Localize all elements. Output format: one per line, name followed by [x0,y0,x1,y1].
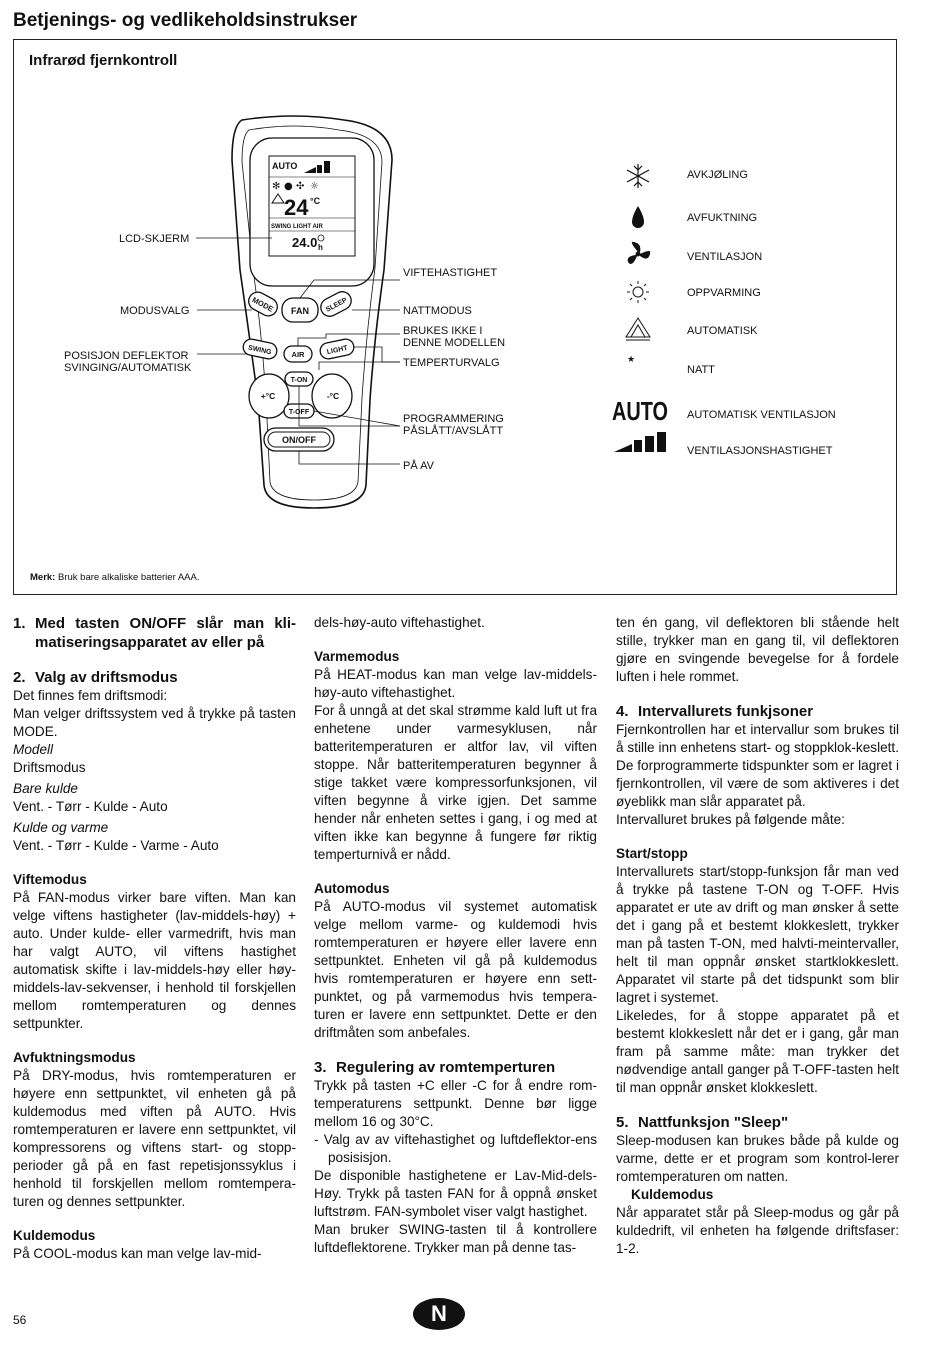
auto-triangle-icon [626,318,650,340]
italic-label: Bare kulde [13,781,78,796]
svg-text:FAN: FAN [291,306,309,316]
paragraph: Vent. - Tørr - Kulde - Auto [13,799,168,814]
callout-onoff: PÅ AV [403,460,434,472]
section-5-heading: 5. Nattfunksjon "Sleep" [616,1114,789,1131]
language-badge: N [413,1298,465,1330]
svg-text:●: ● [284,181,293,192]
callout-not-used-2: DENNE MODELLEN [403,337,506,349]
subheading: Viftemodus [13,872,87,887]
page-number: 56 [13,1313,27,1327]
paragraph: Det finnes fem driftsmodi: [13,688,168,703]
svg-text:+°C: +°C [260,391,276,401]
auto-text-icon: AUTO [612,396,668,426]
air-button[interactable] [284,346,312,362]
svg-text:AIR: AIR [291,350,305,359]
lcd-row: SWING LIGHT AIR [271,224,323,230]
svg-text:MODE: MODE [250,295,275,314]
page-title: Betjenings- og vedlikeholdsinstrukser [13,10,358,31]
lcd-auto: AUTO [272,161,298,171]
legend-label-night: NATT [687,364,715,376]
italic-label: Kulde og varme [13,820,109,835]
subheading: Varmemodus [314,649,400,664]
italic-label: Modell [13,742,54,757]
callout-lcd: LCD-SKJERM [119,233,190,245]
callout-temp: TEMPERTURVALG [403,357,500,369]
subheading: Start/stopp [616,846,688,861]
svg-text:T-ON: T-ON [290,377,308,384]
callout-deflector-1: POSISJON DEFLEKTOR [64,350,189,362]
lcd-timer: 24.0 [292,235,318,250]
section-1-heading: 1. Med tasten ON/OFF slår man kli-matiseringsapparatet av eller på [13,615,296,651]
paragraph: Trykk på tasten +C eller -C for å endre rom-temperaturens settpunkt. Denne bør ligge mellom 16 og 30°C. [314,1078,597,1129]
text-column-2 [314,614,597,1257]
subheading: Avfuktningsmodus [13,1050,136,1065]
droplet-icon [632,206,644,228]
paragraph: Intervalluret brukes på følgende måte: [616,812,845,827]
on-off-button[interactable] [264,428,334,451]
paragraph: Vent. - Tørr - Kulde - Varme - Auto [13,838,219,853]
temp-plus-button[interactable] [249,374,289,418]
section-2-heading: 2. Valg av driftsmodus [13,669,178,686]
callout-prog-1: PROGRAMMERING [403,413,504,425]
subheading: Kuldemodus [631,1187,714,1202]
svg-text:☼: ☼ [310,181,319,192]
figure-title: Infrarød fjernkontroll [29,52,178,69]
legend-label-cooling: AVKJØLING [687,169,748,181]
paragraph: På AUTO-modus vil systemet automatisk velge mellom varme- og kuldemodi hvis romtemperaturen er høyere eller lavere enn settpunktet. Enheten vil gå på kuldemodus hvis romtemperaturen er høyere enn sett-punktet, og på varmemodus hvis tempera-turen er lavere enn settpunktet. Dette er den driftmåten som anbefales. [314,899,597,1040]
svg-text:✣: ✣ [296,181,305,192]
text-column-3 [616,614,899,1258]
paragraph: Man bruker SWING-tasten til å kontrollere luftdeflektorene. Trykker man på denne tas- [314,1222,597,1255]
subheading: Kuldemodus [13,1228,96,1243]
remote-control-figure [13,39,897,595]
lcd-h: h [318,243,323,252]
fan-speed-bars-icon [614,432,666,452]
paragraph: På HEAT-modus kan man velge lav-middels-høy-auto viftehastighet. [314,667,597,700]
paragraph: På DRY-modus, hvis romtemperaturen er høyere enn settpunktet, vil enheten gå på kuldemodus med viften på AUTO. Hvis romtemperaturen er lavere enn settpunktet, vil kompressorens og viftens start- og stopp-perioder gå på en fast repetisjonssyklus i henhold til forskjellen mellom romtempera-turen og dennes settpunkter. [13,1068,296,1209]
svg-text:LIGHT: LIGHT [326,344,349,357]
legend-label-dehumid: AVFUKTNING [687,212,758,224]
legend-label-vent-speed: VENTILASJONSHASTIGHET [687,445,833,457]
callout-fan-speed: VIFTEHASTIGHET [403,267,498,279]
fan-button[interactable] [282,298,318,322]
svg-text:T-OFF: T-OFF [288,409,310,416]
text-column-1 [13,614,296,1263]
legend-label-auto-vent: AUTOMATISK VENTILASJON [687,409,836,421]
paragraph: ten én gang, vil deflektoren bli stående helt stille, trykker man en gang til, vil deflektoren gjøre en svingende bevegelse for å fordele luften i hele rommet. [616,615,899,684]
callout-deflector-2: SVINGING/AUTOMATISK [64,362,192,374]
paragraph: Intervallurets start/stopp-funksjon får man ved å trykke på tastene T-ON og T-OFF. Hvis apparatet er ute av drift og man ønsker å sette det i gang på et bestemt klokkeslett, trykker man på tasten T-ON, med halvti-meintervaller, helt til man oppnår ønsket startklokkeslett. Apparatet vil starte på det tidspunkt som blir lagret i systemet. [616,864,899,1005]
callout-prog-2: PÅSLÅTT/AVSLÅTT [403,425,504,437]
snowflake-icon [627,164,649,188]
paragraph: Driftsmodus [13,760,86,775]
legend-label-vent: VENTILASJON [687,251,763,263]
paragraph: Når apparatet står på Sleep-modus og går på kuldedrift, vil enheten ha følgende driftsfaser: 1-2. [616,1205,899,1256]
lcd-deg: °C [310,196,321,206]
paragraph: dels-høy-auto viftehastighet. [314,615,485,630]
paragraph: Fjernkontrollen har et intervallur som brukes til å stille inn enhetens start- og stoppklok-keslett. De forprogrammerte tidspunkter som er lagret i fjernkontrollen, vil være de som aktiveres i det øyeblikk man slår apparatet på. [616,722,899,809]
callout-not-used-1: BRUKES IKKE I [403,325,483,337]
fan-icon [628,242,651,264]
section-4-heading: 4. Intervallurets funkjsoner [616,703,814,720]
callout-mode: MODUSVALG [120,305,190,317]
svg-text:✻: ✻ [272,181,281,192]
paragraph: For å unngå at det skal strømme kald luft ut fra enhetene under varmesyklusen, når batteritemperaturen er altfor lav, vil viften stoppe. Når batteritemperaturen begynner å stige takket være kompressorfunksjonen, vil viften begynne å virke igjen. Det samme hender når enheten settes i gang, i og med at viften ikke kan begynne å fungere før riktig temperturnivå er nådd. [314,703,597,862]
moon-icon [627,354,648,378]
svg-text:-°C: -°C [326,391,340,401]
paragraph: Sleep-modusen kan brukes både på kulde og varme, dette er et program som kontrol-lerer romtemperaturen om natten. [616,1133,899,1184]
svg-text:★: ★ [627,355,636,365]
remote-diagram [14,40,898,596]
svg-text:SWING: SWING [247,344,273,357]
legend-label-auto: AUTOMATISK [687,325,758,337]
svg-text:ON/OFF: ON/OFF [282,435,316,445]
paragraph: På COOL-modus kan man velge lav-mid- [13,1246,262,1261]
section-3-heading: 3. Regulering av romtemperturen [314,1059,556,1076]
t-on-button[interactable] [285,372,313,386]
sun-icon [627,281,649,303]
list-item: - Valg av av viftehastighet og luftdeflektor-ens posisisjon. [314,1132,597,1165]
lcd-temp: 24 [284,195,309,220]
paragraph: De disponible hastighetene er Lav-Mid-dels-Høy. Trykk på tasten FAN for å oppnå ønsket luftstrøm. FAN-symbolet viser valgt hastighet. [314,1168,597,1219]
paragraph: På FAN-modus virker bare viften. Man kan velge viftens hastigheter (lav-middels-høy) + auto. Under kulde- eller varmedrift, hvis man har valgt AUTO, vil viftens hastighet automatisk skifte i lav-middels-høy eller høy-middels-lav-sekvenser, i henhold til forskjellen mellom romtemperaturen og dennes settpunkter. [13,890,296,1031]
battery-note: Merk: Bruk bare alkaliske batterier AAA. [30,572,200,583]
subheading: Automodus [314,881,390,896]
legend-label-heating: OPPVARMING [687,287,761,299]
lcd-mode-icons [272,181,319,192]
svg-text:SLEEP: SLEEP [324,296,349,314]
callout-night: NATTMODUS [403,305,472,317]
paragraph: Man velger driftssystem ved å trykke på tasten MODE. [13,706,296,739]
paragraph: Likeledes, for å stoppe apparatet på et bestemt klokkeslett når det er i gang, går man fram på samme måte: man trykker det nødvendige antall ganger på T-OFF-tasten helt til man oppnår ønsket klokkeslett. [616,1008,899,1095]
